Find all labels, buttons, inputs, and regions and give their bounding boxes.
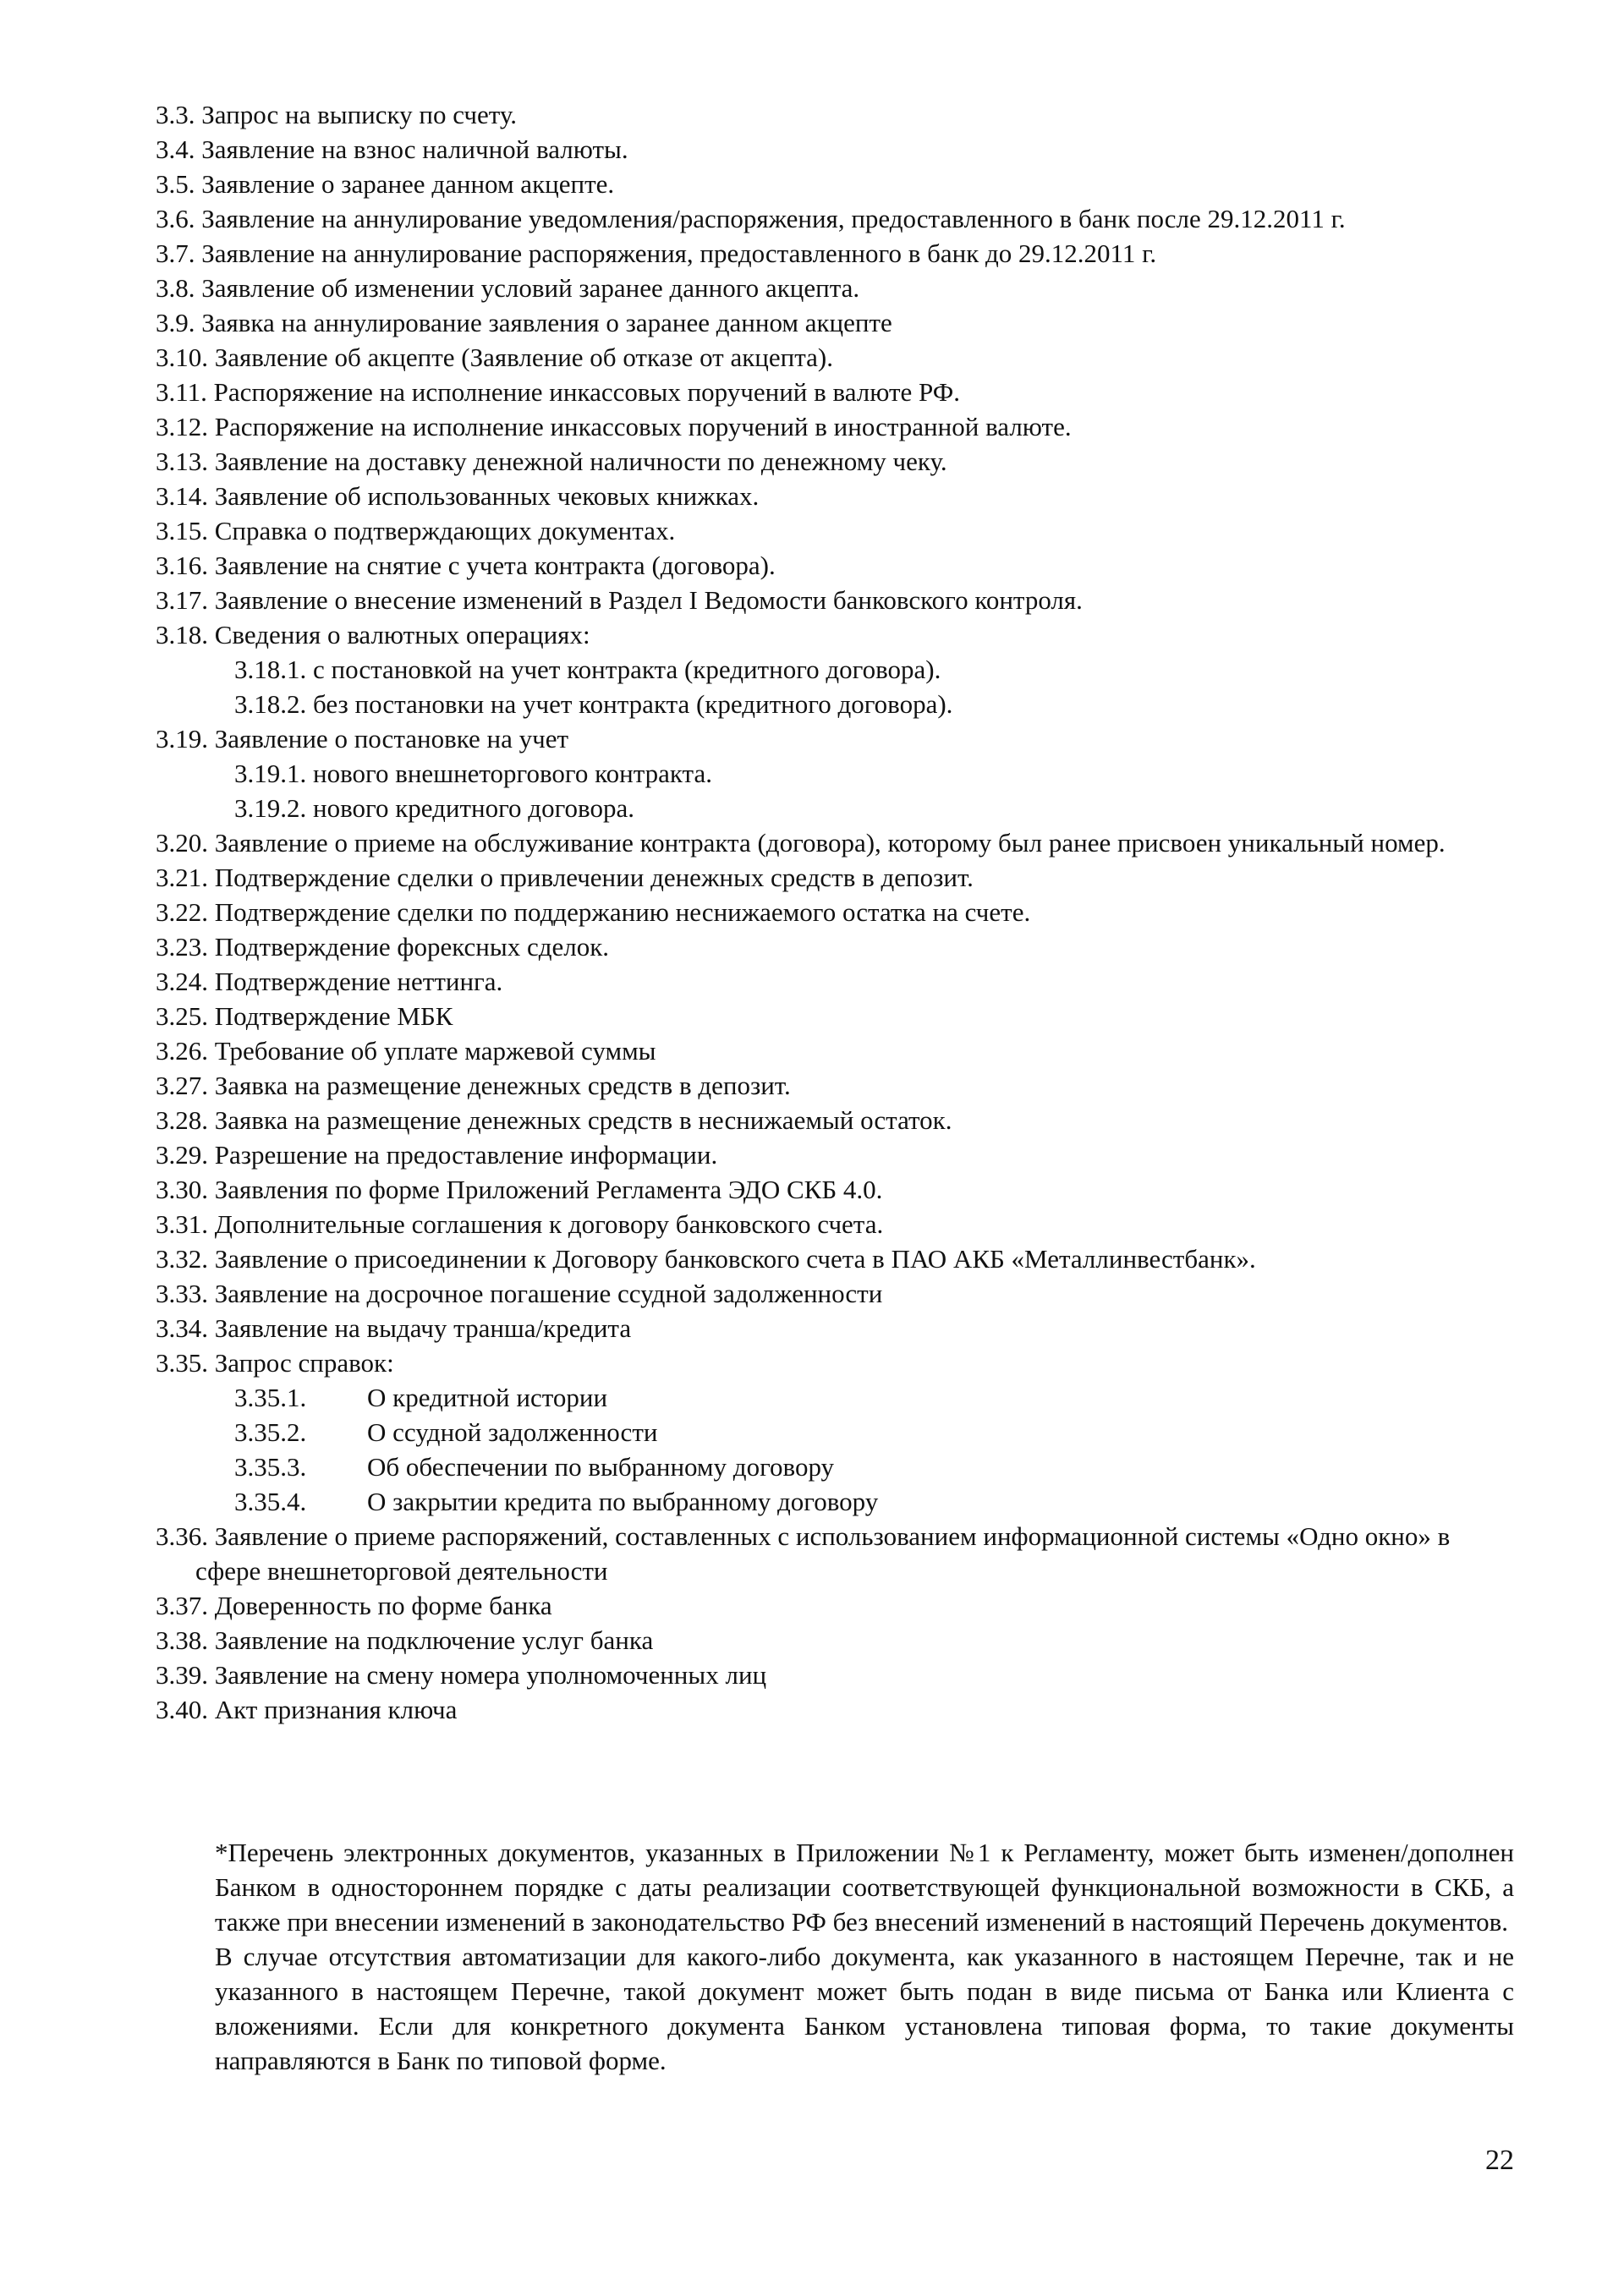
list-item: 3.32. Заявление о присоединении к Договору банковского счета в ПАО АКБ «Металлинвестбанк». <box>156 1244 1256 1274</box>
list-item: 3.22. Подтверждение сделки по поддержанию неснижаемого остатка на счете. <box>156 897 1031 927</box>
list-item: 3.31. Дополнительные соглашения к договору банковского счета. <box>156 1209 884 1239</box>
list-item: 3.20. Заявление о приеме на обслуживание контракта (договора), которому был ранее присвоен уникальный номер. <box>156 828 1446 858</box>
list-item: 3.34. Заявление на выдачу транша/кредита <box>156 1313 632 1343</box>
list-item: 3.4. Заявление на взнос наличной валюты. <box>156 134 628 164</box>
list-subitem <box>156 1484 1514 1519</box>
list-item: 3.26. Требование об уплате маржевой суммы <box>156 1036 656 1066</box>
list-item: 3.37. Доверенность по форме банка <box>156 1591 552 1620</box>
list-item: 3.6. Заявление на аннулирование уведомления/распоряжения, предоставленного в банк после 29.12.2011 г. <box>156 204 1346 233</box>
list-item: 3.35. Запрос справок: <box>156 1348 394 1378</box>
footnote-paragraph: В случае отсутствия автоматизации для какого-либо документа, как указанного в настоящем Перечне, так и не указанного в настоящем Перечне, такой документ может быть подан в виде письма от Банка или Клиента с вложениями. Если для конкретного документа Банком установлена типовая форма, то такие документы направляются в Банк по типовой форме. <box>215 1942 1514 2075</box>
list-subitem <box>156 1449 1514 1484</box>
list-item: 3.25. Подтверждение МБК <box>156 1001 453 1031</box>
list-item: 3.33. Заявление на досрочное погашение ссудной задолженности <box>156 1279 883 1308</box>
list-item: 3.39. Заявление на смену номера уполномоченных лиц <box>156 1660 767 1690</box>
list-subitem: 3.19.1. нового внешнеторгового контракта. <box>234 759 712 788</box>
list-item: 3.30. Заявления по форме Приложений Регламента ЭДО СКБ 4.0. <box>156 1175 883 1204</box>
list-item: 3.24. Подтверждение неттинга. <box>156 967 503 996</box>
list-item: 3.12. Распоряжение на исполнение инкассовых поручений в иностранной валюте. <box>156 412 1072 441</box>
footnote-paragraph: *Перечень электронных документов, указанных в Приложении №1 к Регламенту, может быть изменен/дополнен Банком в одностороннем порядке с даты реализации соответствующей функциональной возможности в СКБ, а также при внесении изменений в законодательство РФ без внесений изменений в настоящий Перечень документов. <box>215 1838 1514 1937</box>
item-number: 3.35.2. <box>234 1417 307 1447</box>
list-item: 3.8. Заявление об изменении условий заранее данного акцепта. <box>156 273 860 303</box>
list-item: 3.18. Сведения о валютных операциях: <box>156 620 590 649</box>
list-item: 3.19. Заявление о постановке на учет <box>156 724 569 753</box>
page-number: 22 <box>1485 2145 1514 2176</box>
list-item: 3.27. Заявка на размещение денежных средств в депозит. <box>156 1071 791 1100</box>
list-subitem: 3.18.2. без постановки на учет контракта (кредитного договора). <box>234 689 953 719</box>
list-subitem: 3.19.2. нового кредитного договора. <box>234 793 634 823</box>
list-item: 3.10. Заявление об акцепте (Заявление об отказе от акцепта). <box>156 342 833 372</box>
list-item: 3.14. Заявление об использованных чековых книжках. <box>156 481 760 511</box>
list-item: 3.36. Заявление о приеме распоряжений, составленных с использованием информационной системы «Одно окно» в сфере внешнеторговой деятельности <box>156 1521 1451 1586</box>
list-item: 3.29. Разрешение на предоставление информации. <box>156 1140 718 1170</box>
item-number: 3.35.4. <box>234 1487 307 1516</box>
item-number: 3.35.1. <box>234 1383 307 1412</box>
list-item: 3.21. Подтверждение сделки о привлечении денежных средств в депозит. <box>156 863 974 892</box>
list-item: 3.3. Запрос на выписку по счету. <box>156 100 517 129</box>
list-item: 3.23. Подтверждение форексных сделок. <box>156 932 610 962</box>
list-item: 3.38. Заявление на подключение услуг банка <box>156 1625 654 1655</box>
item-number: 3.35.3. <box>234 1452 307 1482</box>
list-item: 3.7. Заявление на аннулирование распоряжения, предоставленного в банк до 29.12.2011 г. <box>156 238 1157 268</box>
list-item: 3.13. Заявление на доставку денежной наличности по денежному чеку. <box>156 447 947 476</box>
list-item: 3.16. Заявление на снятие с учета контракта (договора). <box>156 551 776 580</box>
list-subitem <box>156 1380 1514 1415</box>
item-text: О кредитной истории <box>367 1383 608 1412</box>
list-item: 3.11. Распоряжение на исполнение инкассовых поручений в валюте РФ. <box>156 377 960 407</box>
list-subitem: 3.18.1. с постановкой на учет контракта (кредитного договора). <box>234 655 941 684</box>
document-list <box>156 97 1514 1727</box>
list-item: 3.9. Заявка на аннулирование заявления о заранее данном акцепте <box>156 308 892 337</box>
footnote-block <box>215 1835 1514 2078</box>
item-text: О ссудной задолженности <box>367 1417 658 1447</box>
list-item: 3.17. Заявление о внесение изменений в Раздел I Ведомости банковского контроля. <box>156 585 1083 615</box>
list-item: 3.40. Акт признания ключа <box>156 1695 458 1724</box>
list-item: 3.5. Заявление о заранее данном акцепте. <box>156 169 615 199</box>
item-text: О закрытии кредита по выбранному договору <box>367 1487 879 1516</box>
item-text: Об обеспечении по выбранному договору <box>367 1452 835 1482</box>
list-item: 3.28. Заявка на размещение денежных средств в неснижаемый остаток. <box>156 1105 952 1135</box>
list-subitem <box>156 1415 1514 1449</box>
list-item: 3.15. Справка о подтверждающих документах. <box>156 516 676 545</box>
